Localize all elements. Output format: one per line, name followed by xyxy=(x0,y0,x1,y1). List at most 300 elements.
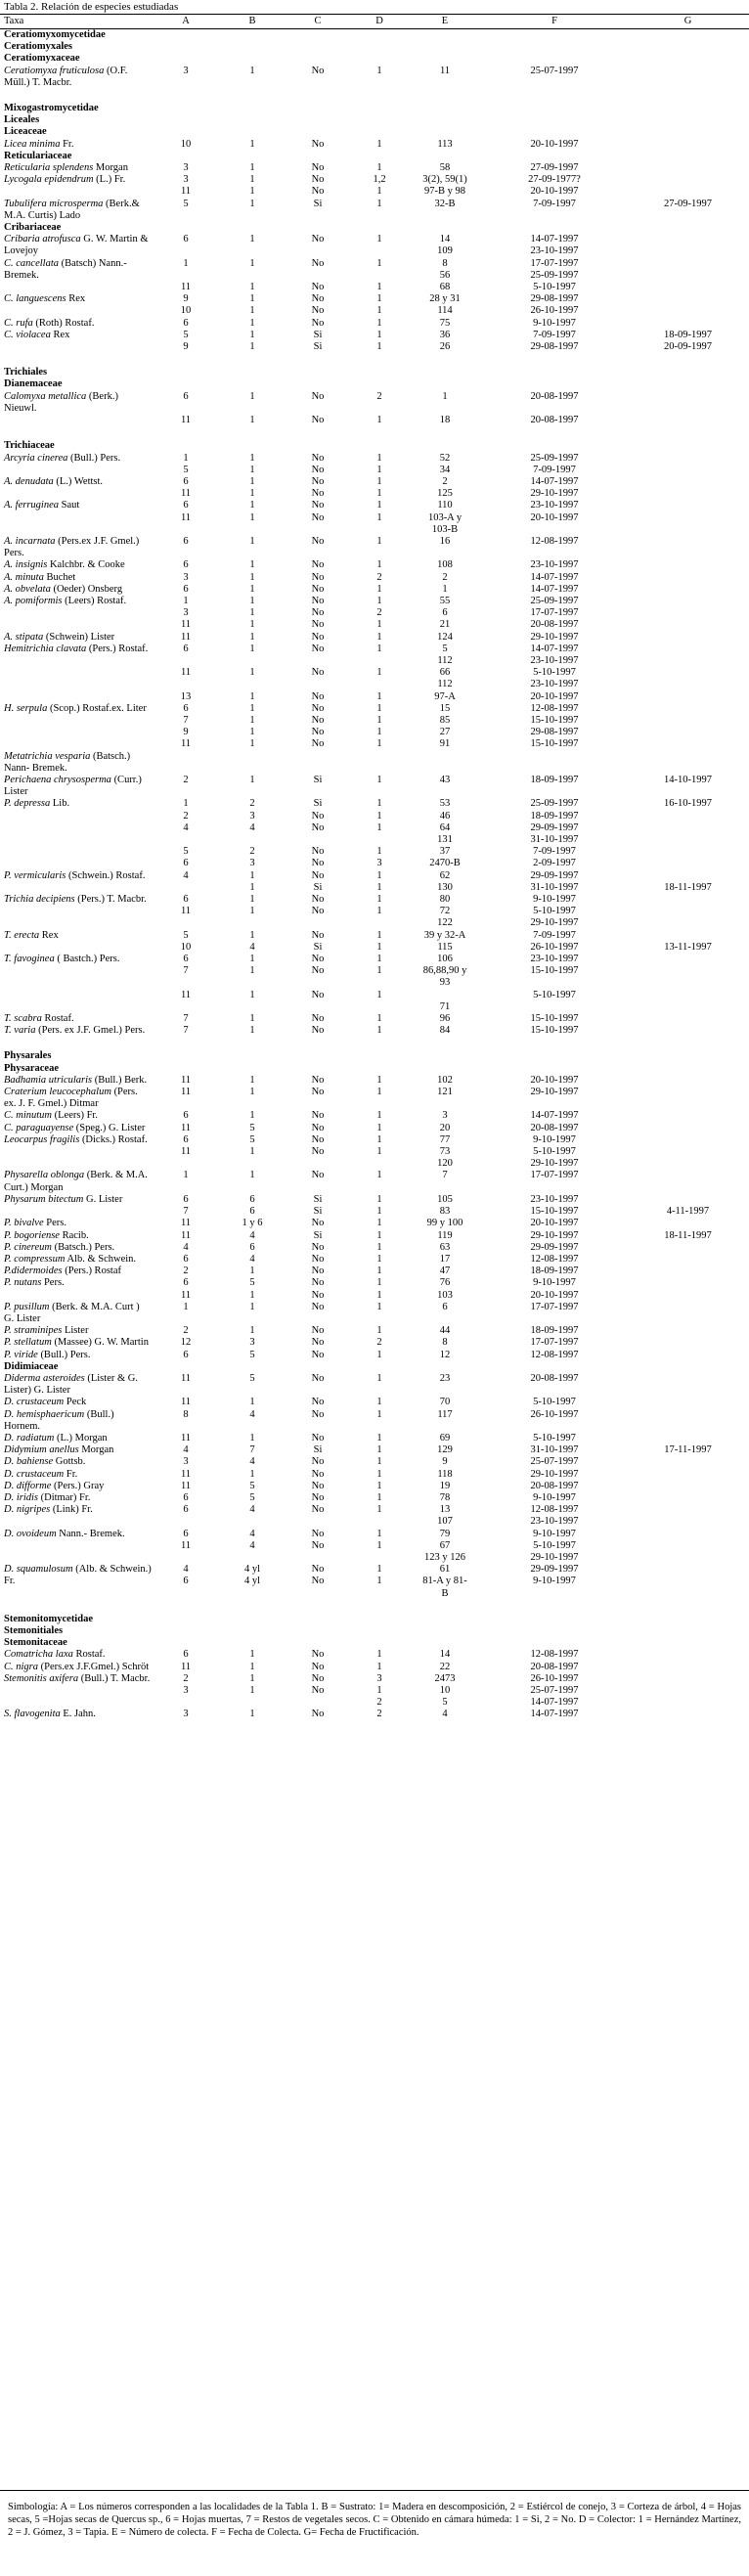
cell-b: 1 xyxy=(249,257,255,269)
cell-a: 8 xyxy=(183,1408,189,1420)
cell-c: No xyxy=(311,452,325,464)
species-author: (Berk. & M.A. Curt ) G. Lister xyxy=(4,1301,140,1324)
species-name: Physarella oblonga xyxy=(4,1170,85,1181)
cell-c: No xyxy=(311,690,325,702)
table-row xyxy=(0,870,749,882)
cell-g xyxy=(627,632,749,644)
table-row xyxy=(0,1123,749,1134)
cell-b: 2 xyxy=(249,798,255,810)
species-author: (Dicks.) Rostaf. xyxy=(81,1133,148,1145)
cell-c: No xyxy=(311,607,325,619)
cell-b: 1 xyxy=(249,317,255,329)
cell-f: 17-07-1997 xyxy=(530,1337,579,1349)
cell-g xyxy=(627,965,749,989)
cell-d: 1 xyxy=(376,774,382,785)
cell-c: No xyxy=(311,858,325,869)
cell-e: 14 109 xyxy=(437,234,453,257)
cell-a: 12 xyxy=(180,1337,192,1349)
cell-c: No xyxy=(311,1325,325,1337)
cell-e: 28 y 31 xyxy=(429,293,461,305)
cell-g xyxy=(627,305,749,317)
cell-e: 26 xyxy=(439,341,451,353)
cell-d: 1 xyxy=(376,1206,382,1218)
spacer-row xyxy=(0,426,749,440)
cell-f: 2-09-1997 xyxy=(533,858,576,869)
cell-f: 5-10-1997 29-10-1997 xyxy=(530,1539,579,1563)
cell-c: No xyxy=(311,1491,325,1503)
cell-c: No xyxy=(311,162,325,174)
cell-e: 61 xyxy=(439,1564,451,1576)
table-row xyxy=(0,1087,749,1110)
cell-c: No xyxy=(311,282,325,293)
cell-g xyxy=(627,1087,749,1110)
cell-b: 1 xyxy=(249,965,255,977)
species-cell xyxy=(0,1685,152,1697)
cell-e: 19 xyxy=(439,1480,451,1491)
cell-e: 84 xyxy=(439,1025,451,1037)
cell-f: 12-08-1997 xyxy=(530,1253,579,1265)
cell-f: 29-10-1997 xyxy=(530,488,579,500)
species-name: Reticularia splendens xyxy=(4,162,94,174)
table-row xyxy=(0,318,749,330)
cell-f: 25-07-1997 xyxy=(530,1456,579,1468)
cell-a: 11 xyxy=(180,1289,192,1301)
species-cell xyxy=(0,139,152,151)
taxon-group-name: Ceratiomyxomycetidae xyxy=(4,29,106,40)
cell-f: 20-08-1997 xyxy=(530,619,579,631)
cell-b: 1 xyxy=(249,1468,255,1480)
species-name: P. compressum xyxy=(4,1253,66,1265)
table-row xyxy=(0,1540,749,1564)
table-row xyxy=(0,798,749,810)
cell-e: 17 xyxy=(439,1253,451,1265)
cell-f: 12-08-1997 xyxy=(530,702,579,714)
cell-c: No xyxy=(311,1218,325,1229)
cell-b: 4 xyxy=(249,941,255,953)
cell-d: 1 xyxy=(376,1349,382,1360)
table-row xyxy=(0,536,749,559)
cell-g xyxy=(627,1123,749,1134)
species-author: (Batsch.) Pers. xyxy=(54,1241,115,1253)
species-name: A. ferruginea xyxy=(4,500,59,511)
species-cell xyxy=(0,607,152,619)
cell-d: 1 xyxy=(376,317,382,329)
taxon-group-row xyxy=(0,29,749,42)
table-row xyxy=(0,162,749,174)
species-cell xyxy=(0,1277,152,1289)
cell-g xyxy=(627,1075,749,1087)
table-row xyxy=(0,341,749,353)
cell-f: 31-10-1997 xyxy=(530,881,579,893)
cell-c: No xyxy=(311,65,325,76)
cell-d: 1 xyxy=(376,488,382,500)
cell-b: 1 xyxy=(249,1397,255,1408)
table-row xyxy=(0,488,749,500)
table-row xyxy=(0,453,749,465)
cell-f: 26-10-1997 xyxy=(530,1408,579,1420)
species-author: G. Lister xyxy=(86,1193,123,1205)
species-cell xyxy=(0,1170,152,1193)
cell-e: 96 xyxy=(439,1013,451,1025)
cell-e xyxy=(408,751,482,775)
table-row xyxy=(0,727,749,738)
cell-e: 118 xyxy=(437,1468,453,1480)
cell-c: No xyxy=(311,702,325,714)
cell-d: 1 xyxy=(376,329,382,340)
table-row xyxy=(0,1110,749,1122)
taxon-group-name: Stemonitiales xyxy=(4,1625,64,1636)
cell-a: 11 xyxy=(180,1229,192,1241)
species-cell xyxy=(0,341,152,353)
table-row xyxy=(0,1456,749,1468)
table-row xyxy=(0,882,749,894)
cell-f: 23-10-1997 xyxy=(530,1193,579,1205)
table-row xyxy=(0,186,749,198)
cell-a: 6 xyxy=(183,1253,189,1265)
cell-e: 6 xyxy=(442,1301,448,1312)
col-header-d: D xyxy=(351,15,408,29)
cell-c: No xyxy=(311,869,325,881)
cell-e: 68 xyxy=(439,282,451,293)
cell-c: No xyxy=(311,1074,325,1086)
taxon-group-name: Cribariaceae xyxy=(4,222,62,234)
species-cell xyxy=(0,1013,152,1025)
cell-c: No xyxy=(311,475,325,487)
species-cell xyxy=(0,1504,152,1528)
cell-e: 27 xyxy=(439,727,451,738)
cell-b: 5 xyxy=(249,1349,255,1360)
cell-b: 5 xyxy=(249,1277,255,1289)
cell-f: 5-10-1997 29-10-1997 xyxy=(530,906,579,929)
cell-g xyxy=(627,1013,749,1025)
cell-b: 6 xyxy=(249,1193,255,1205)
cell-a: 2 xyxy=(183,810,189,822)
species-cell xyxy=(0,512,152,536)
cell-f: 29-08-1997 xyxy=(530,341,579,353)
cell-b: 6 xyxy=(249,1241,255,1253)
cell-b: 1 xyxy=(249,464,255,475)
cell-f: 15-10-1997 xyxy=(530,965,579,977)
species-name: A. minuta xyxy=(4,571,44,583)
cell-f: 9-10-1997 xyxy=(533,1576,576,1587)
cell-a: 1 xyxy=(183,257,189,269)
cell-f: 20-08-1997 xyxy=(530,1661,579,1672)
cell-a: 4 xyxy=(183,869,189,881)
species-author: Kalchbr. & Cooke xyxy=(49,559,125,571)
species-author: (Bull.) Pers. xyxy=(70,452,121,464)
species-name: P. depressa xyxy=(4,798,51,810)
species-name: Comatricha laxa xyxy=(4,1649,73,1661)
cell-a: 6 xyxy=(183,1193,189,1205)
species-author: Fr. xyxy=(4,1576,16,1587)
cell-f: 23-10-1997 xyxy=(530,954,579,965)
cell-c: No xyxy=(311,1576,325,1587)
species-author: (Leers) Fr. xyxy=(54,1110,98,1122)
table-row xyxy=(0,1302,749,1325)
species-name: C. rufa xyxy=(4,317,33,329)
cell-f: 23-10-1997 xyxy=(530,500,579,511)
cell-a: 6 xyxy=(183,535,189,547)
species-author: Gottsb. xyxy=(55,1456,86,1468)
cell-g: 27-09-1997 xyxy=(664,198,712,209)
species-author: Rex xyxy=(68,293,86,305)
cell-d: 1 xyxy=(376,162,382,174)
taxon-group-name: Liceaceae xyxy=(4,126,47,138)
cell-d: 2 xyxy=(376,571,382,583)
cell-e: 34 xyxy=(439,464,451,475)
cell-d: 1 xyxy=(376,1074,382,1086)
species-cell xyxy=(0,811,152,822)
cell-d: 1 xyxy=(376,1253,382,1265)
cell-c: No xyxy=(311,1289,325,1301)
species-cell xyxy=(0,667,152,690)
cell-a xyxy=(152,1697,220,1709)
cell-c: No xyxy=(311,595,325,606)
species-cell xyxy=(0,66,152,89)
cell-c: No xyxy=(311,1253,325,1265)
cell-b: 1 xyxy=(249,1074,255,1086)
cell-b: 4 xyxy=(249,1229,255,1241)
table-row xyxy=(0,822,749,846)
species-author: (Pers. ex J.F. Gmel.) Pers. xyxy=(38,1025,146,1037)
species-cell xyxy=(0,199,152,222)
cell-b: 1 xyxy=(249,234,255,245)
cell-b: 3 xyxy=(249,858,255,869)
cell-c: No xyxy=(311,1133,325,1145)
species-cell xyxy=(0,1302,152,1325)
taxon-group-row xyxy=(0,114,749,126)
cell-g xyxy=(627,1350,749,1361)
cell-e: 58 xyxy=(439,162,451,174)
cell-f: 20-10-1997 xyxy=(530,690,579,702)
cell-c: No xyxy=(311,1661,325,1672)
species-cell xyxy=(0,559,152,571)
species-author: Morgan xyxy=(81,1444,114,1456)
cell-b: 1 xyxy=(249,1661,255,1672)
cell-e: 9 xyxy=(442,1456,448,1468)
species-cell xyxy=(0,293,152,305)
cell-b: 1 xyxy=(249,631,255,643)
table-row xyxy=(0,1170,749,1193)
cell-e: 63 xyxy=(439,1241,451,1253)
cell-c: No xyxy=(311,810,325,822)
cell-e: 97-A xyxy=(434,690,456,702)
cell-c: No xyxy=(311,138,325,150)
species-author: Nann.- Bremek. xyxy=(59,1528,125,1539)
cell-g: 20-09-1997 xyxy=(664,341,712,353)
cell-c: Si xyxy=(313,1229,323,1241)
species-name: T. varia xyxy=(4,1025,36,1037)
cell-g xyxy=(627,1662,749,1673)
cell-a: 1 xyxy=(183,1301,189,1312)
cell-e: 3(2), 59(1) xyxy=(422,174,467,186)
species-cell xyxy=(0,906,152,929)
species-author: (Pers.ex J.F.Gmel.) Schröt xyxy=(40,1661,150,1672)
cell-b: 4 yl xyxy=(243,1564,261,1576)
table-row xyxy=(0,1649,749,1661)
cell-e: 53 xyxy=(439,798,451,810)
cell-a: 6 xyxy=(183,475,189,487)
cell-e: 32-B xyxy=(434,198,456,209)
cell-b: 1 xyxy=(249,1110,255,1122)
cell-d: 1 xyxy=(376,869,382,881)
table-row xyxy=(0,930,749,942)
species-name: Tubulifera microsperma xyxy=(4,198,104,209)
table-row xyxy=(0,715,749,727)
species-author: Lib. xyxy=(52,798,70,810)
cell-g xyxy=(627,293,749,305)
cell-g xyxy=(627,1110,749,1122)
cell-g: 14-10-1997 xyxy=(664,774,712,785)
cell-d: 1 xyxy=(376,65,382,76)
cell-a: 11 xyxy=(180,738,192,750)
cell-d: 1 xyxy=(376,1564,382,1576)
cell-f: 17-07-1997 xyxy=(530,1170,579,1181)
taxon-group-name: Reticulariaceae xyxy=(4,150,72,161)
species-cell xyxy=(0,1673,152,1685)
cell-a: 9 xyxy=(183,341,189,353)
species-name: D. bahiense xyxy=(4,1456,54,1468)
cell-g xyxy=(627,715,749,727)
cell-c: No xyxy=(311,954,325,965)
species-author: (Oeder) Onsberg xyxy=(53,583,123,595)
cell-c: No xyxy=(311,1013,325,1025)
species-author: (Berk.& M.A. Curtis) Lado xyxy=(4,198,140,221)
cell-c: No xyxy=(311,1468,325,1480)
table-row xyxy=(0,1564,749,1576)
cell-e: 55 xyxy=(439,595,451,606)
cell-g: 18-11-1997 xyxy=(664,1229,712,1241)
taxon-group-name: Stemonitomycetidae xyxy=(4,1613,93,1624)
species-name: C. minutum xyxy=(4,1110,53,1122)
table-row xyxy=(0,858,749,869)
cell-b: 1 xyxy=(249,1146,255,1158)
cell-d: 2 xyxy=(376,1709,382,1720)
cell-e: 114 xyxy=(437,305,453,317)
cell-f: 5-10-1997 xyxy=(533,989,576,1000)
cell-f: 29-10-1997 xyxy=(530,1468,579,1480)
cell-c: No xyxy=(311,464,325,475)
cell-g xyxy=(627,930,749,942)
table-row xyxy=(0,258,749,282)
taxon-group-name: Didimiaceae xyxy=(4,1360,59,1372)
species-author: ( Bastch.) Pers. xyxy=(57,954,120,965)
cell-f: 26-10-1997 xyxy=(530,941,579,953)
cell-d: 1 xyxy=(376,475,382,487)
species-name: D. ovoideum xyxy=(4,1528,57,1539)
cell-g xyxy=(627,1481,749,1492)
species-author: Peck xyxy=(66,1397,87,1408)
cell-g xyxy=(627,1254,749,1266)
cell-g xyxy=(627,258,749,282)
taxon-group-row xyxy=(0,126,749,138)
cell-c: No xyxy=(311,1122,325,1133)
cell-g xyxy=(627,1025,749,1037)
cell-d: 1 xyxy=(376,1372,382,1384)
cell-d: 1 xyxy=(376,631,382,643)
cell-c: No xyxy=(311,1025,325,1037)
table-row xyxy=(0,1504,749,1528)
cell-g: 4-11-1997 xyxy=(666,1206,710,1218)
cell-b: 1 xyxy=(249,198,255,209)
cell-a: 11 xyxy=(180,619,192,631)
table-row xyxy=(0,954,749,965)
cell-g xyxy=(627,1697,749,1709)
cell-f: 29-08-1997 xyxy=(530,293,579,305)
species-author: (Alb. & Schwein.) xyxy=(75,1564,152,1576)
cell-a: 7 xyxy=(183,965,189,977)
taxon-group-name: Physarales xyxy=(4,1050,52,1062)
cell-f: 20-10-1997 xyxy=(530,186,579,198)
cell-b: 1 xyxy=(249,415,255,426)
table-row xyxy=(0,1373,749,1397)
col-header-f: F xyxy=(482,15,627,29)
cell-f: 14-07-1997 xyxy=(530,571,579,583)
species-cell xyxy=(0,1350,152,1361)
cell-b: 4 xyxy=(249,1253,255,1265)
cell-c: No xyxy=(311,1672,325,1684)
species-author: (Schwein.) Rostaf. xyxy=(68,869,146,881)
cell-d: 1 xyxy=(376,667,382,679)
cell-a: 3 xyxy=(183,1709,189,1720)
cell-d: 1 xyxy=(376,282,382,293)
species-author: Pers. xyxy=(43,1277,65,1289)
cell-b: 1 xyxy=(249,906,255,917)
species-cell xyxy=(0,1662,152,1673)
species-author: (L.) Fr. xyxy=(96,174,126,186)
cell-a: 2 xyxy=(183,1266,189,1277)
table-row xyxy=(0,1134,749,1146)
table-row xyxy=(0,1697,749,1709)
cell-c: No xyxy=(311,1685,325,1697)
species-author: (Berk.) Nieuwl. xyxy=(4,390,118,414)
spacer-row xyxy=(0,1037,749,1050)
cell-d: 1 xyxy=(376,1146,382,1158)
taxon-group-row xyxy=(0,367,749,378)
species-cell xyxy=(0,1456,152,1468)
cell-d: 1 xyxy=(376,1229,382,1241)
cell-c: No xyxy=(311,667,325,679)
species-name: Stemonitis axifera xyxy=(4,1672,79,1684)
cell-e: 5 xyxy=(442,1697,448,1709)
cell-b xyxy=(220,751,285,775)
cell-f: 15-10-1997 xyxy=(530,1206,579,1218)
species-cell xyxy=(0,775,152,798)
species-cell xyxy=(0,1409,152,1433)
cell-a: 3 xyxy=(183,174,189,186)
species-cell xyxy=(0,1230,152,1242)
cell-b: 1 xyxy=(249,293,255,305)
table-row xyxy=(0,1397,749,1408)
cell-e: 37 xyxy=(439,846,451,858)
cell-d xyxy=(351,751,408,775)
cell-a xyxy=(152,751,220,775)
species-author: (Pers. ex. J. F. Gmel.) Ditmar xyxy=(4,1087,138,1110)
cell-b: 1 xyxy=(249,869,255,881)
cell-e: 110 xyxy=(437,500,453,511)
cell-c: Si xyxy=(313,881,323,893)
taxon-group-row xyxy=(0,151,749,162)
cell-f: 7-09-1997 xyxy=(533,929,576,941)
cell-f: 25-09-1997 xyxy=(530,798,579,810)
cell-c: No xyxy=(311,511,325,523)
cell-e: 106 xyxy=(437,954,453,965)
cell-b: 1 xyxy=(249,1301,255,1312)
cell-e: 67 123 y 126 xyxy=(424,1539,465,1563)
table-row xyxy=(0,775,749,798)
cell-d: 1 xyxy=(376,738,382,750)
cell-c: No xyxy=(311,1241,325,1253)
